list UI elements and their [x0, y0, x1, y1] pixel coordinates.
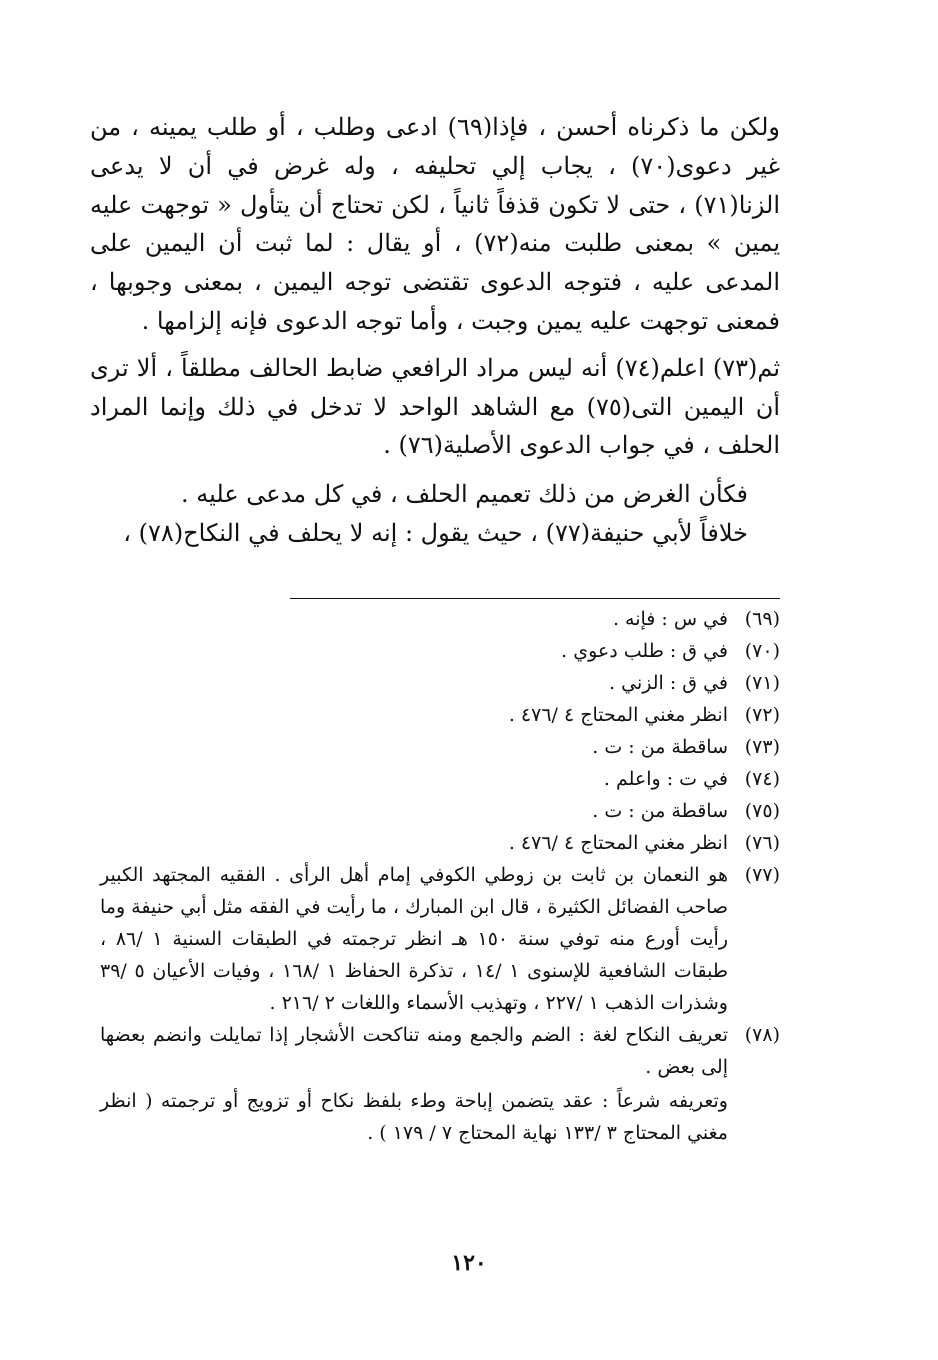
footnote-number: (٧٣)	[744, 736, 780, 758]
footnote-74	[100, 763, 780, 795]
footnote-text: هو النعمان بن ثابت بن زوطي الكوفي إمام أهل الرأى . الفقيه المجتهد الكبير صاحب الفضائل الكثيرة ، قال ابن المبارك ، ما رأيت في الفقه مثل أبي حنيفة وما رأيت أورع منه توفي سنة ١٥٠ هـ انظر ترجمته في الطبقات السنية ١ /٨٦ ، طبقات الشافعية للإسنوى ١ /١٤ ، تذكرة الحفاظ ١ /١٦٨ ، وفيات الأعيان ٥ /٣٩ وشذرات الذهب ١ /٢٢٧ ، وتهذيب الأسماء واللغات ٢ /٢١٦ .	[99, 864, 729, 1014]
main-text	[90, 108, 780, 553]
footnote-text: انظر مغني المحتاج ٤ /٤٧٦ .	[508, 832, 728, 854]
footnote-76	[100, 827, 780, 859]
footnote-71	[100, 667, 780, 699]
footnote-separator	[290, 598, 780, 599]
footnote-text: ساقطة من : ت .	[592, 736, 728, 758]
footnote-number: (٧٥)	[744, 800, 780, 822]
footnote-number: (٧٠)	[744, 640, 780, 662]
footnote-73	[100, 731, 780, 763]
footnote-number: (٧٤)	[744, 768, 780, 790]
paragraph-1: ولكن ما ذكرناه أحسن ، فإذا(٦٩) ادعى وطلب ، أو طلب يمينه ، من غير دعوى(٧٠) ، يجاب إلي تحليفه ، وله غرض في أن لا يدعى الزنا(٧١) ، حتى لا تكون قذفاً ثانياً ، لكن تحتاج أن يتأول « توجهت عليه يمين » بمعنى طلبت منه(٧٢) ، أو يقال : لما ثبت أن اليمين على المدعى عليه ، فتوجه الدعوى تقتضى توجه اليمين ، بمعنى وجوبها ، فمعنى توجهت عليه يمين وجبت ، وأما توجه الدعوى فإنه إلزامها .	[90, 113, 781, 335]
footnote-number: (٦٩)	[744, 608, 780, 630]
footnote-number: (٧١)	[744, 672, 780, 694]
footnote-75	[100, 795, 780, 827]
footnote-number: (٧٦)	[744, 832, 780, 854]
footnotes	[100, 603, 780, 1149]
footnote-text: ساقطة من : ت .	[592, 800, 728, 822]
paragraph-3: فكأن الغرض من ذلك تعميم الحلف ، في كل مدعى عليه .	[181, 480, 748, 509]
paragraph-4: خلافاً لأبي حنيفة(٧٧) ، حيث يقول : إنه لا يحلف في النكاح(٧٨) ،	[123, 518, 748, 547]
footnote-number: (٧٢)	[744, 704, 780, 726]
footnote-69	[100, 603, 780, 635]
footnote-70	[100, 635, 780, 667]
footnote-text: في ق : الزني .	[609, 672, 728, 694]
footnote-number: (٧٧)	[744, 864, 780, 886]
footnote-text: في ق : طلب دعوي .	[561, 640, 728, 662]
footnote-number: (٧٨)	[744, 1024, 780, 1046]
footnote-text: في ت : واعلم .	[603, 768, 728, 790]
footnote-72	[100, 699, 780, 731]
paragraph-2: ثم(٧٣) اعلم(٧٤) أنه ليس مراد الرافعي ضابط الحالف مطلقاً ، ألا ترى أن اليمين التى(٧٥) مع الشاهد الواحد لا تدخل في ذلك وإنما المراد الحلف ، في جواب الدعوى الأصلية(٧٦) .	[90, 353, 781, 460]
footnote-text: انظر مغني المحتاج ٤ /٤٧٦ .	[508, 704, 728, 726]
footnote-78	[100, 1019, 780, 1083]
footnote-77	[100, 859, 780, 1019]
footnote-text: وتعريفه شرعاً : عقد يتضمن إباحة وطء بلفظ نكاح أو تزويج أو ترجمته ( انظر مغني المحتاج ٣ /١٣٣ نهاية المحتاج ٧ / ١٧٩ ) .	[100, 1090, 728, 1144]
footnote-text: في س : فإنه .	[612, 608, 728, 630]
footnote-text: تعريف النكاح لغة : الضم والجمع ومنه تناكحت الأشجار إذا تمايلت وانضم بعضها إلى بعض .	[100, 1024, 728, 1078]
page-number: ١٢٠	[451, 1250, 487, 1276]
footnote-78-continuation	[100, 1085, 780, 1149]
